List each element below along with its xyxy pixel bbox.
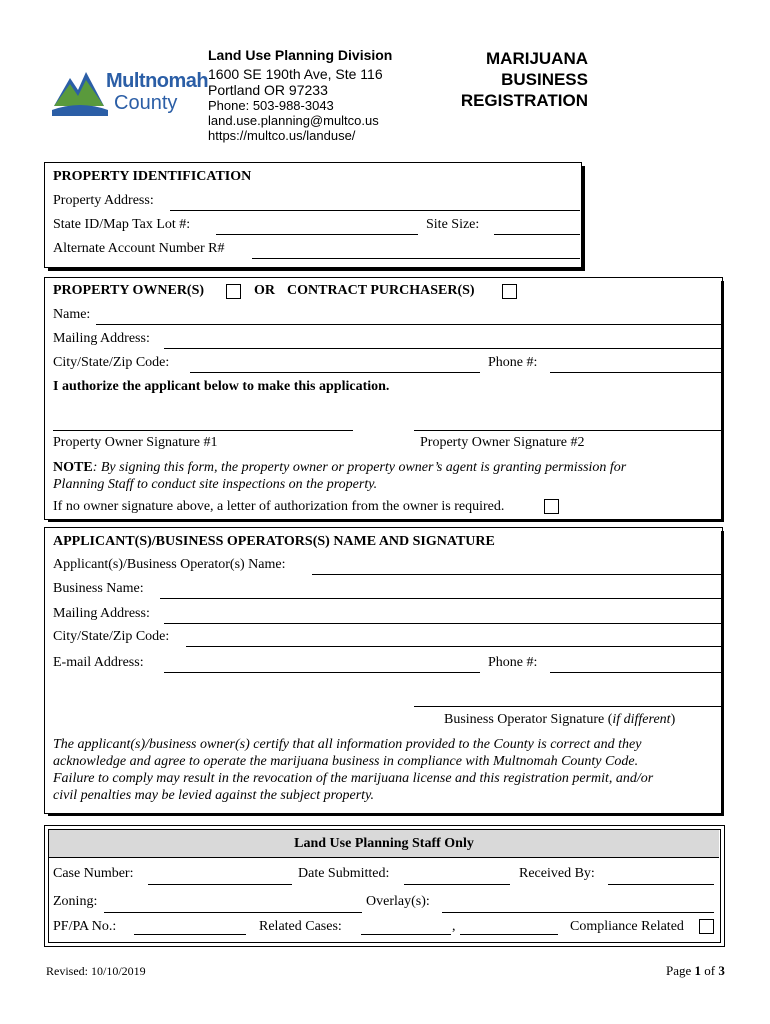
- operator-name-field[interactable]: [312, 574, 721, 575]
- applicant-mailing-field[interactable]: [164, 623, 721, 624]
- date-submitted-label: Date Submitted:: [298, 866, 390, 881]
- related-case-2-field[interactable]: [460, 934, 558, 935]
- note-line2: Planning Staff to conduct site inspections on the property.: [53, 477, 378, 492]
- property-owner-checkbox[interactable]: [226, 284, 241, 299]
- certify-line4: civil penalties may be levied against the subject property.: [53, 788, 375, 803]
- certify-line1: The applicant(s)/business owner(s) certify that all information provided to the County is correct and they: [53, 737, 642, 752]
- title-line3: REGISTRATION: [460, 91, 588, 110]
- owner-name-field[interactable]: [96, 324, 721, 325]
- owner-city-label: City/State/Zip Code:: [53, 355, 170, 370]
- owner-phone-field[interactable]: [550, 372, 721, 373]
- note-label: NOTE: [53, 460, 93, 475]
- page-prefix: Page: [666, 963, 695, 978]
- date-submitted-field[interactable]: [404, 884, 510, 885]
- applicant-email-label: E-mail Address:: [53, 655, 144, 670]
- applicant-phone-field[interactable]: [550, 672, 721, 673]
- note-line1: : By signing this form, the property owner or property owner’s agent is granting permission for: [92, 460, 627, 475]
- compliance-related-label: Compliance Related: [570, 919, 684, 934]
- email[interactable]: land.use.planning@multco.us: [208, 113, 379, 128]
- alternate-account-label: Alternate Account Number R#: [53, 241, 225, 256]
- applicant-mailing-label: Mailing Address:: [53, 606, 150, 621]
- owner-name-label: Name:: [53, 307, 91, 322]
- page-current: 1: [694, 963, 702, 978]
- related-case-1-field[interactable]: [361, 934, 451, 935]
- operator-signature-label: [444, 712, 675, 728]
- property-owner-heading: PROPERTY OWNER(S): [53, 283, 205, 298]
- revised-date: Revised: 10/10/2019: [46, 964, 146, 978]
- page-total: 3: [718, 963, 725, 978]
- owner-city-field[interactable]: [190, 372, 480, 373]
- overlays-label: Overlay(s):: [366, 894, 430, 909]
- mountain-logo-icon: [52, 66, 108, 116]
- case-number-label: Case Number:: [53, 866, 134, 881]
- owner-mailing-field[interactable]: [164, 348, 721, 349]
- property-address-label: Property Address:: [53, 193, 154, 208]
- certify-line2: acknowledge and agree to operate the marijuana business in compliance with Multnomah County Code.: [53, 754, 639, 769]
- form-title: [440, 48, 588, 111]
- contract-purchaser-checkbox[interactable]: [502, 284, 517, 299]
- sig-label-a: Business Operator Signature (: [444, 712, 613, 727]
- website-link[interactable]: https://multco.us/landuse/: [208, 128, 356, 143]
- zoning-label: Zoning:: [53, 894, 98, 909]
- logo-name-line2: County: [114, 92, 178, 114]
- site-size-label: Site Size:: [426, 217, 480, 232]
- business-name-label: Business Name:: [53, 581, 144, 596]
- owner-or-text: OR: [254, 283, 275, 298]
- owner-note: [53, 459, 718, 493]
- page-of: of: [701, 963, 719, 978]
- logo-name-line1: Multnomah: [106, 70, 209, 92]
- contract-purchaser-heading: CONTRACT PURCHASER(S): [287, 283, 475, 298]
- title-line2: BUSINESS: [501, 70, 588, 89]
- overlays-field[interactable]: [442, 912, 714, 913]
- property-address-field[interactable]: [170, 210, 580, 211]
- alternate-account-field[interactable]: [252, 258, 580, 259]
- operator-signature-field[interactable]: [414, 706, 721, 707]
- title-line1: MARIJUANA: [486, 49, 588, 68]
- address-line1: 1600 SE 190th Ave, Ste 116: [208, 66, 383, 82]
- tax-lot-label: State ID/Map Tax Lot #:: [53, 217, 191, 232]
- operator-name-label: Applicant(s)/Business Operator(s) Name:: [53, 557, 286, 572]
- page-number: [666, 963, 725, 979]
- owner-mailing-label: Mailing Address:: [53, 331, 150, 346]
- received-by-field[interactable]: [608, 884, 714, 885]
- related-cases-label: Related Cases:: [259, 919, 342, 934]
- division-name: Land Use Planning Division: [208, 47, 393, 63]
- owner-phone-label: Phone #:: [488, 355, 538, 370]
- business-name-field[interactable]: [160, 598, 721, 599]
- authorize-statement: I authorize the applicant below to make this application.: [53, 379, 390, 394]
- authorization-letter-text: If no owner signature above, a letter of authorization from the owner is required.: [53, 499, 505, 514]
- staff-only-heading: Land Use Planning Staff Only: [49, 830, 719, 858]
- owner-signature-1-label: Property Owner Signature #1: [53, 435, 218, 450]
- phone: Phone: 503-988-3043: [208, 98, 334, 113]
- sig-label-c: ): [670, 712, 676, 727]
- applicant-email-field[interactable]: [164, 672, 480, 673]
- tax-lot-field[interactable]: [216, 234, 418, 235]
- authorization-letter-checkbox[interactable]: [544, 499, 559, 514]
- zoning-field[interactable]: [104, 912, 362, 913]
- site-size-field[interactable]: [494, 234, 580, 235]
- received-by-label: Received By:: [519, 866, 595, 881]
- related-cases-comma: ,: [452, 919, 456, 934]
- logo: [52, 66, 212, 118]
- address-line2: Portland OR 97233: [208, 82, 328, 98]
- sig-label-b: if different: [612, 712, 671, 727]
- owner-signature-2-field[interactable]: [414, 430, 721, 431]
- pfpa-label: PF/PA No.:: [53, 919, 117, 934]
- applicant-city-field[interactable]: [186, 646, 721, 647]
- applicant-heading: APPLICANT(S)/BUSINESS OPERATORS(S) NAME AND SIGNATURE: [53, 534, 495, 549]
- certification-statement: [53, 736, 718, 804]
- compliance-related-checkbox[interactable]: [699, 919, 714, 934]
- applicant-city-label: City/State/Zip Code:: [53, 629, 170, 644]
- case-number-field[interactable]: [148, 884, 292, 885]
- certify-line3: Failure to comply may result in the revocation of the marijuana license and this registration permit, and/or: [53, 771, 654, 786]
- applicant-phone-label: Phone #:: [488, 655, 538, 670]
- property-identification-heading: PROPERTY IDENTIFICATION: [53, 169, 252, 184]
- pfpa-field[interactable]: [134, 934, 246, 935]
- owner-signature-2-label: Property Owner Signature #2: [420, 435, 585, 450]
- owner-signature-1-field[interactable]: [53, 430, 353, 431]
